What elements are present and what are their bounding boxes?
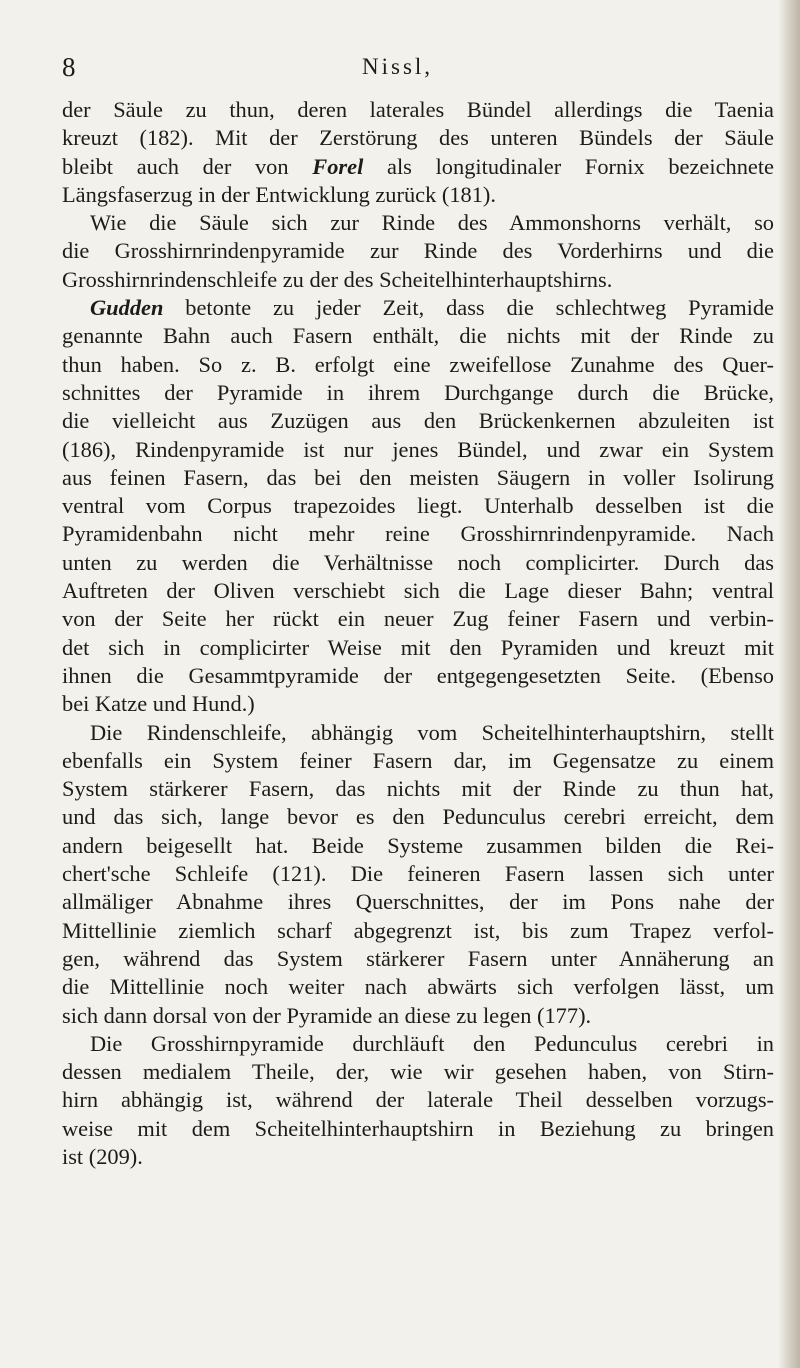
text-line: unten zu werden die Verhältnisse noch complicirter. Durch das: [62, 549, 774, 575]
author-name: Gudden: [90, 295, 164, 321]
text-line: und das sich, lange bevor es den Pedunculus cerebri erreicht, dem: [62, 804, 774, 830]
text-line: genannte Bahn auch Fasern enthält, die nichts mit der Rinde zu: [62, 323, 774, 349]
text-line: Die Rindenschleife, abhängig vom Scheitelhinterhauptshirn, stellt: [90, 719, 774, 745]
text-line: kreuzt (182). Mit der Zerstörung des unteren Bündels der Säule: [62, 125, 774, 151]
text-line: chert'sche Schleife (121). Die feineren Fasern lassen sich unter: [62, 861, 774, 887]
text-line: die Mittellinie noch weiter nach abwärts sich verfolgen lässt, um: [62, 974, 774, 1000]
text-line: Längsfaserzug in der Entwicklung zurück (181).: [62, 181, 496, 207]
text-line: bleibt auch der von Forel als longitudinaler Fornix bezeichnete: [62, 153, 774, 179]
text-line: bei Katze und Hund.): [62, 691, 255, 717]
text-line: ist (209).: [62, 1143, 143, 1169]
text-line: hirn abhängig ist, während der laterale Theil desselben vorzugs-: [62, 1087, 774, 1113]
text-line: ihnen die Gesammtpyramide der entgegengesetzten Seite. (Ebenso: [62, 662, 774, 688]
text-line: Grosshirnrindenschleife zu der des Scheitelhinterhauptshirns.: [62, 266, 613, 292]
text-line: Pyramidenbahn nicht mehr reine Grosshirnrindenpyramide. Nach: [62, 521, 774, 547]
text-line: dessen medialem Theile, der, wie wir gesehen haben, von Stirn-: [62, 1059, 774, 1085]
text-line: andern beigesellt hat. Beide Systeme zusammen bilden die Rei-: [62, 832, 774, 858]
text-line: die vielleicht aus Zuzügen aus den Brückenkernen abzuleiten ist: [62, 408, 774, 434]
page-edge-shadow: [778, 0, 800, 1368]
page-header: [62, 52, 782, 82]
text-line: gen, während das System stärkerer Fasern unter Annäherung an: [62, 945, 774, 971]
text-line: aus feinen Fasern, das bei den meisten Säugern in voller Isolirung: [62, 464, 774, 490]
text-line: sich dann dorsal von der Pyramide an diese zu legen (177).: [62, 1002, 592, 1028]
text-line: Auftreten der Oliven verschiebt sich die Lage dieser Bahn; ventral: [62, 578, 774, 604]
text-line: (186), Rindenpyramide ist nur jenes Bündel, und zwar ein System: [62, 436, 774, 462]
text-line: allmäliger Abnahme ihres Querschnittes, der im Pons nahe der: [62, 889, 774, 915]
text-line: Wie die Säule sich zur Rinde des Ammonshorns verhält, so: [90, 210, 774, 236]
text-line: det sich in complicirter Weise mit den Pyramiden und kreuzt mit: [62, 634, 774, 660]
text-line: System stärkerer Fasern, das nichts mit der Rinde zu thun hat,: [62, 776, 774, 802]
text-line: ebenfalls ein System feiner Fasern dar, im Gegensatze zu einem: [62, 747, 774, 773]
text-line: Mittellinie ziemlich scharf abgegrenzt ist, bis zum Trapez verfol-: [62, 917, 774, 943]
text-line: weise mit dem Scheitelhinterhauptshirn in Beziehung zu bringen: [62, 1115, 774, 1141]
text-line: der Säule zu thun, deren laterales Bündel allerdings die Taenia: [62, 97, 774, 122]
page-number: 8: [62, 52, 76, 82]
author-name: Forel: [312, 153, 364, 179]
text-line: Gudden betonte zu jeder Zeit, dass die schlechtweg Pyramide: [90, 295, 774, 321]
body-text: [62, 96, 774, 1171]
text-line: die Grosshirnrindenpyramide zur Rinde des Vorderhirns und die: [62, 238, 774, 264]
text-line: von der Seite her rückt ein neuer Zug feiner Fasern und verbin-: [62, 606, 774, 632]
text-line: thun haben. So z. B. erfolgt eine zweifellose Zunahme des Quer-: [62, 351, 774, 377]
text-line: Die Grosshirnpyramide durchläuft den Pedunculus cerebri in: [90, 1030, 774, 1056]
text-line: schnittes der Pyramide in ihrem Durchgange durch die Brücke,: [62, 379, 774, 405]
running-head: Nissl,: [362, 54, 434, 79]
text-line: ventral vom Corpus trapezoides liegt. Unterhalb desselben ist die: [62, 493, 774, 519]
